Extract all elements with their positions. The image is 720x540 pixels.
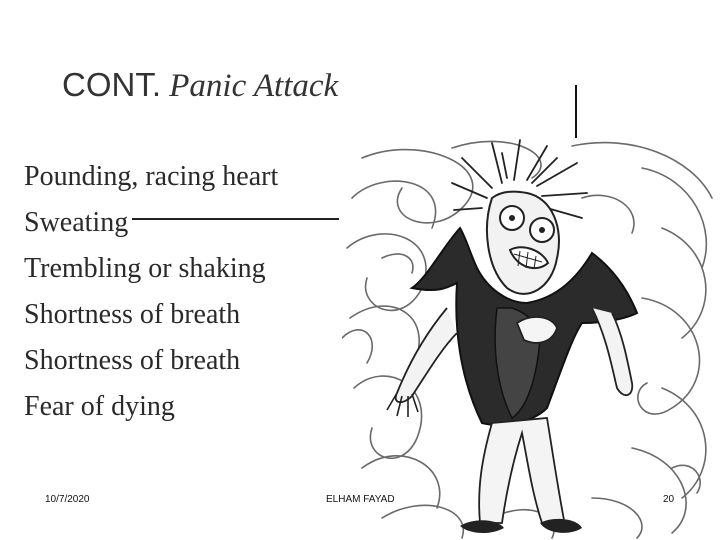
list-item: Trembling or shaking <box>24 253 266 284</box>
vertical-divider <box>575 85 577 138</box>
title-prefix: CONT. <box>62 66 161 103</box>
list-item: Sweating <box>24 207 129 238</box>
list-item: Shortness of breath <box>24 299 241 330</box>
footer-date: 10/7/2020 <box>45 494 90 505</box>
footer-page-number: 20 <box>663 494 675 505</box>
list-item: Pounding, racing heart <box>24 161 279 192</box>
list-item: Fear of dying <box>24 391 175 422</box>
symptom-list <box>24 158 278 434</box>
slide-title <box>62 66 338 105</box>
list-item: Shortness of breath <box>24 345 241 376</box>
title-topic: Panic Attack <box>169 68 339 104</box>
horizontal-rule <box>132 218 339 220</box>
footer-author: ELHAM FAYAD <box>326 494 395 505</box>
panicked-cartoon-man-icon <box>342 138 720 540</box>
